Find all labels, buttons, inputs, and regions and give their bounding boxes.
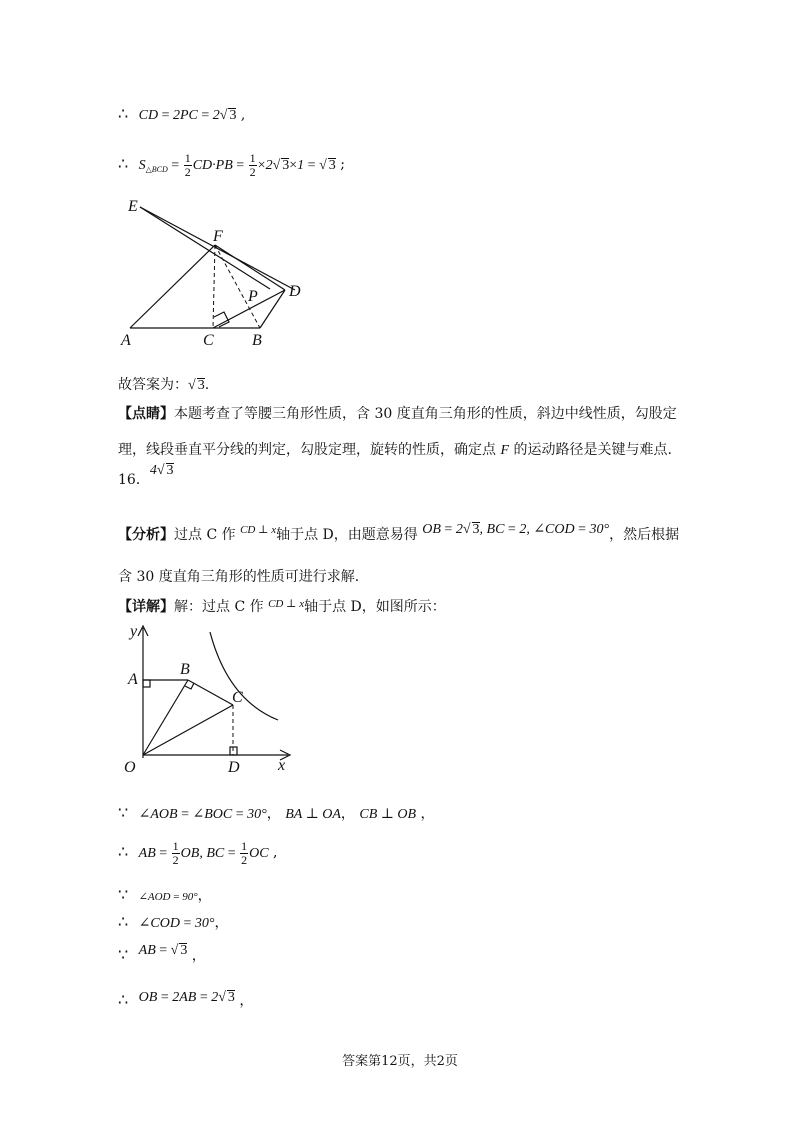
- label-D: D: [289, 283, 301, 300]
- label-y: y: [130, 623, 138, 640]
- label-C: C: [232, 689, 243, 706]
- step-cod: ∴ ∠COD = 30°，: [118, 912, 229, 931]
- segment-AF: [130, 245, 215, 328]
- step-ob: ∴ OB = 2AB = 2√ 3 ，: [118, 990, 254, 1009]
- step-half: ∴ AB = $\frac{1}{2}$ OB, BC = $\frac{1}{2}$ OC ,: [118, 839, 278, 867]
- step-ab: ∵ AB = √ 3 ，: [118, 943, 206, 964]
- analysis-line-1: 【分析】过点 C 作 $^{CD \perp x}$轴于点 D，由题意易得 OB = 2√ 3, BC = 2, ∠COD = 30°，然后根据: [118, 522, 680, 543]
- label-D: D: [228, 759, 240, 776]
- label-P: P: [248, 288, 258, 305]
- step-aod: ∵ ∠AOD = 90°，: [118, 885, 212, 904]
- segment-EB: [140, 207, 270, 289]
- label-E: E: [128, 198, 138, 215]
- label-O: O: [124, 759, 136, 776]
- analysis-line-2: 含 30 度直角三角形的性质可进行求解.: [118, 569, 360, 585]
- hyperbola-curve: [210, 632, 278, 720]
- answer-line: 故答案为：√ 3.: [118, 377, 210, 393]
- page-footer: 答案第12页，共2页: [342, 1054, 458, 1069]
- segment-OC: [143, 705, 233, 755]
- label-F: F: [213, 228, 223, 245]
- figure-triangle-rotation: [118, 195, 318, 355]
- label-A: A: [121, 332, 131, 349]
- question-16-answer: 16．4√ 3: [118, 463, 174, 488]
- dashed-FC: [213, 245, 215, 328]
- step-area: ∴ $S_{\triangle BCD}$ = $\frac{1}{2}$ CD·PB = $\frac{1}{2}$ ×2√ 3×1 = √ 3 ;: [118, 151, 345, 179]
- label-B: B: [180, 661, 190, 678]
- segment-OB: [143, 680, 188, 755]
- segment-BC: [188, 680, 233, 705]
- label-B: B: [252, 332, 262, 349]
- comment-line-2: 理，线段垂直平分线的判定，勾股定理，旋转的性质，确定点 F 的运动路径是关键与难点.: [118, 442, 672, 458]
- segment-BD: [260, 290, 285, 328]
- label-C: C: [203, 332, 214, 349]
- label-A: A: [128, 671, 138, 688]
- step-angles: ∵ ∠AOB = ∠BOC = 30°， BA ⊥ OA， CB ⊥ OB ，: [118, 803, 435, 822]
- label-x: x: [278, 757, 286, 774]
- figure-coordinate-curve: [118, 620, 308, 780]
- detail-line: 【详解】解：过点 C 作 $^{CD \perp x}$轴于点 D，如图所示：: [118, 598, 446, 615]
- comment-line-1: 【点睛】本题考查了等腰三角形性质，含 30 度直角三角形的性质，斜边中线性质，勾股定: [118, 406, 677, 422]
- step-cd-equals: ∴ CD = 2PC = 2√ 3 ,: [118, 104, 246, 123]
